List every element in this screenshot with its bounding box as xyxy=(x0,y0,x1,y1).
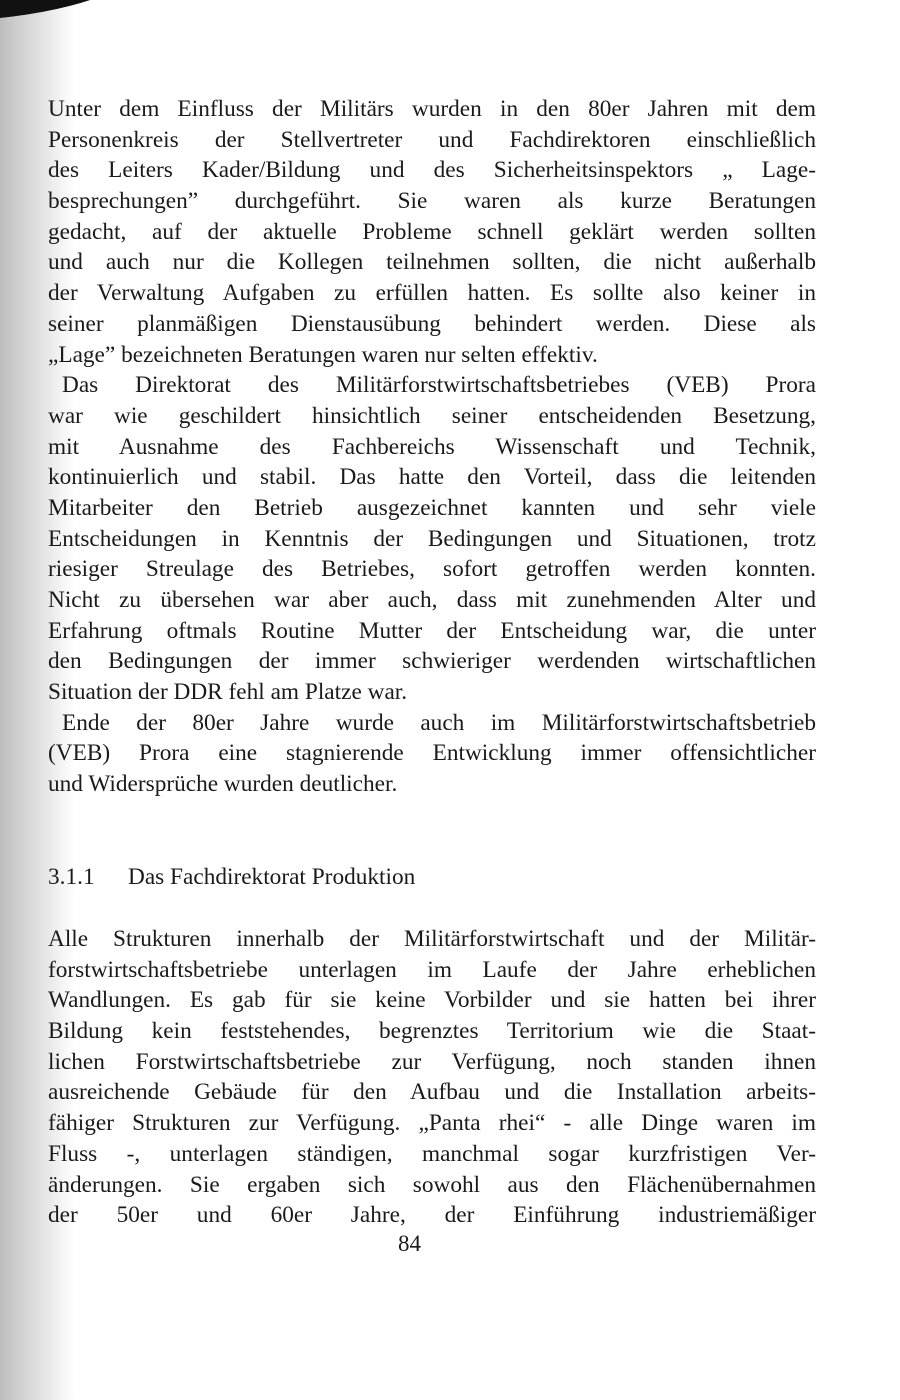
paragraph-4 xyxy=(48,924,816,1231)
text-line: Bildung kein feststehendes, begrenztes Territorium wie die Staat- xyxy=(48,1018,816,1045)
text-line: seiner planmäßigen Dienstausübung behindert werden. Diese als xyxy=(48,310,816,337)
text-line: der Verwaltung Aufgaben zu erfüllen hatten. Es sollte also keiner in xyxy=(48,280,816,307)
body-text-upper xyxy=(48,94,816,800)
text-line: „Lage” bezeichneten Beratungen waren nur selten effektiv. xyxy=(48,341,598,368)
text-line: fähiger Strukturen zur Verfügung. „Panta rhei“ - alle Dinge waren im xyxy=(48,1110,816,1137)
text-line: und auch nur die Kollegen teilnehmen sollten, die nicht außerhalb xyxy=(48,249,816,276)
paragraph-3 xyxy=(48,708,816,800)
text-line: forstwirtschaftsbetriebe unterlagen im Laufe der Jahre erheblichen xyxy=(48,956,816,983)
page-number: 84 xyxy=(398,1231,421,1256)
text-line: der 50er und 60er Jahre, der Einführung industriemäßiger xyxy=(48,1202,816,1229)
text-line: riesiger Streulage des Betriebes, sofort getroffen werden konnten. xyxy=(48,556,816,583)
text-line: besprechungen” durchgeführt. Sie waren als kurze Beratungen xyxy=(48,188,816,215)
section-number: 3.1.1 xyxy=(48,864,95,890)
paragraph-1 xyxy=(48,94,816,370)
paragraph-2 xyxy=(48,370,816,708)
text-line: Alle Strukturen innerhalb der Militärforstwirtschaft und der Militär- xyxy=(48,926,816,952)
text-line: Personenkreis der Stellvertreter und Fachdirektoren einschließlich xyxy=(48,126,816,153)
text-line: Fluss -, unterlagen ständigen, manchmal sogar kurzfristigen Ver- xyxy=(48,1140,816,1167)
text-line: Nicht zu übersehen war aber auch, dass mit zunehmenden Alter und xyxy=(48,587,816,613)
section-heading xyxy=(48,862,415,892)
text-line: Erfahrung oftmals Routine Mutter der Entscheidung war, die unter xyxy=(48,617,816,644)
text-line: kontinuierlich und stabil. Das hatte den Vorteil, dass die leitenden xyxy=(48,464,816,491)
text-line: Unter dem Einfluss der Militärs wurden in den 80er Jahren mit dem xyxy=(48,96,816,122)
text-line: Ende der 80er Jahre wurde auch im Militärforstwirtschaftsbetrieb xyxy=(62,709,816,736)
text-line: Wandlungen. Es gab für sie keine Vorbilder und sie hatten bei ihrer xyxy=(48,987,816,1014)
text-line: gedacht, auf der aktuelle Probleme schnell geklärt werden sollten xyxy=(48,218,816,245)
text-line: Situation der DDR fehl am Platze war. xyxy=(48,679,408,706)
text-line: lichen Forstwirtschaftsbetriebe zur Verfügung, noch standen ihnen xyxy=(48,1048,816,1075)
text-line: (VEB) Prora eine stagnierende Entwicklung immer offensichtlicher xyxy=(48,740,816,767)
text-line: des Leiters Kader/Bildung und des Sicherheitsinspektors „ Lage- xyxy=(48,157,816,184)
text-line: Mitarbeiter den Betrieb ausgezeichnet kannten und sehr viele xyxy=(48,494,816,521)
text-line: ausreichende Gebäude für den Aufbau und die Installation arbeits- xyxy=(48,1079,816,1106)
text-line: und Widersprüche wurden deutlicher. xyxy=(48,771,398,798)
text-line: war wie geschildert hinsichtlich seiner entscheidenden Besetzung, xyxy=(48,402,816,429)
text-line: den Bedingungen der immer schwieriger werdenden wirtschaftlichen xyxy=(48,648,816,675)
text-line: Entscheidungen in Kenntnis der Bedingungen und Situationen, trotz xyxy=(48,525,816,552)
section-title: Das Fachdirektorat Produktion xyxy=(128,864,416,890)
text-line: änderungen. Sie ergaben sich sowohl aus den Flächenübernahmen xyxy=(48,1171,816,1198)
text-line: Das Direktorat des Militärforstwirtschaftsbetriebes (VEB) Prora xyxy=(62,372,816,399)
text-line: mit Ausnahme des Fachbereichs Wissenschaft und Technik, xyxy=(48,433,816,460)
